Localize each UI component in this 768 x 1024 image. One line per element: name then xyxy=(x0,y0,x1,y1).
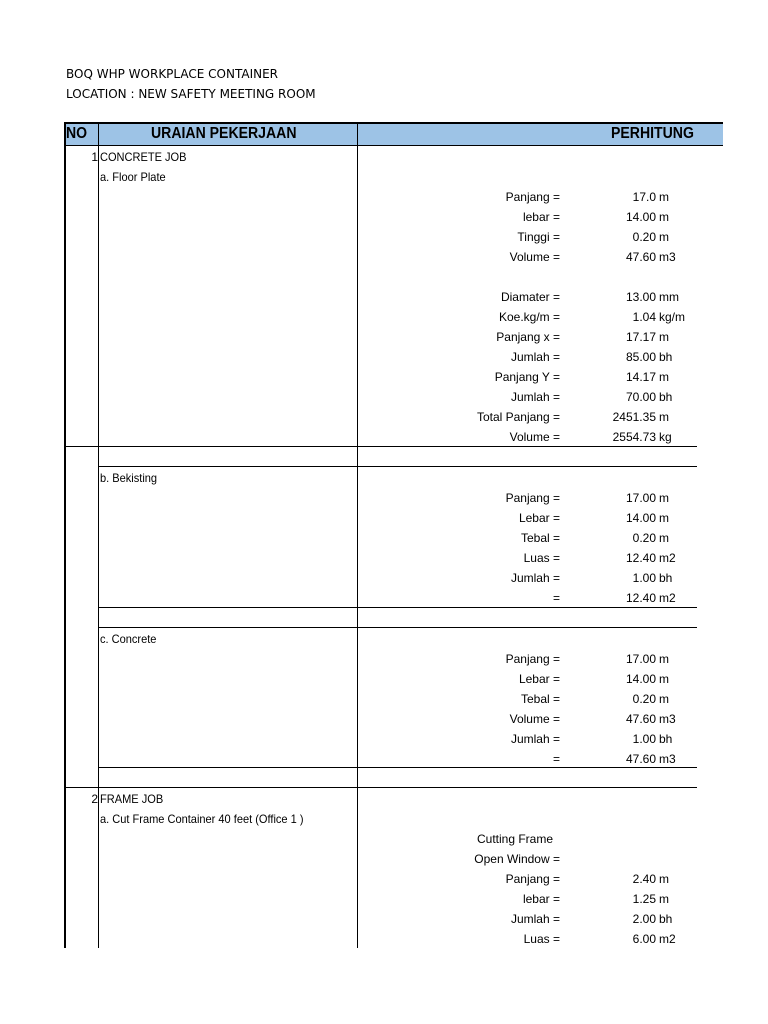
calc-value xyxy=(574,749,674,769)
header-uraian: URAIAN PEKERJAAN xyxy=(151,125,297,142)
calc-unit: mm xyxy=(659,290,679,304)
calc-label: Volume = xyxy=(509,430,560,444)
calc-unit: m2 xyxy=(659,591,676,605)
table-divider-no xyxy=(98,122,99,948)
calc-label: lebar = xyxy=(522,892,560,906)
calc-unit: m xyxy=(659,511,669,525)
calc-label: Lebar = xyxy=(518,672,560,686)
calc-value xyxy=(574,869,674,889)
calc-unit: m xyxy=(659,892,669,906)
calc-number: 47.60 xyxy=(625,752,656,766)
calc-value xyxy=(574,327,674,347)
calc-unit: bh xyxy=(659,350,673,364)
calc-label: Tinggi = xyxy=(517,230,560,244)
calc-value xyxy=(574,287,679,307)
calc-value xyxy=(574,729,674,749)
row-divider xyxy=(98,767,697,768)
calc-value xyxy=(574,568,674,588)
calc-value xyxy=(574,909,674,929)
calc-number: 1.00 xyxy=(632,732,656,746)
calc-number: 13.00 xyxy=(625,290,656,304)
calc-value xyxy=(574,387,674,407)
calc-number: 0.20 xyxy=(632,692,656,706)
header-no: NO xyxy=(66,125,88,142)
calc-label: Tebal = xyxy=(520,531,560,545)
calc-unit: m xyxy=(659,672,669,686)
item-label: b. Bekisting xyxy=(100,471,158,485)
calc-unit: m xyxy=(659,692,669,706)
calc-value xyxy=(574,829,674,849)
calc-unit: m3 xyxy=(659,712,676,726)
calc-number: 47.60 xyxy=(625,250,656,264)
calc-unit: m xyxy=(659,370,669,384)
calc-number: 17.00 xyxy=(625,491,656,505)
calc-number: 17.17 xyxy=(625,330,656,344)
calc-value xyxy=(574,367,674,387)
calc-unit: m2 xyxy=(659,551,676,565)
calc-label: Volume = xyxy=(509,712,560,726)
calc-label: Jumlah = xyxy=(510,390,560,404)
calc-number: 1.00 xyxy=(632,571,656,585)
calc-value xyxy=(574,528,674,548)
calc-unit: bh xyxy=(659,571,673,585)
calc-value xyxy=(574,929,674,949)
calc-number: 0.20 xyxy=(632,531,656,545)
calc-number: 12.40 xyxy=(625,591,656,605)
section-number: 2 xyxy=(91,792,98,806)
row-divider xyxy=(66,787,697,788)
calc-label: Cutting Frame xyxy=(477,832,554,846)
row-divider xyxy=(98,627,697,628)
section-title: CONCRETE JOB xyxy=(100,150,187,164)
calc-label: Lebar = xyxy=(518,511,560,525)
calc-label: Panjang = xyxy=(505,491,560,505)
calc-label: Koe.kg/m = xyxy=(498,310,560,324)
calc-label: = xyxy=(552,591,560,605)
calc-unit: bh xyxy=(659,390,673,404)
calc-unit: m xyxy=(659,210,669,224)
section-number: 1 xyxy=(91,150,98,164)
calc-unit: m2 xyxy=(659,932,676,946)
calc-unit: m xyxy=(659,330,669,344)
calc-number: 1.04 xyxy=(632,310,656,324)
calc-label: Panjang = xyxy=(505,872,560,886)
location-label: LOCATION : NEW SAFETY MEETING ROOM xyxy=(66,87,316,101)
calc-unit: bh xyxy=(659,912,673,926)
calc-value xyxy=(574,247,674,267)
calc-label: Total Panjang = xyxy=(476,410,560,424)
calc-unit: bh xyxy=(659,732,673,746)
calc-number: 2.00 xyxy=(632,912,656,926)
calc-label: Jumlah = xyxy=(510,350,560,364)
header-divider xyxy=(357,122,358,146)
calc-number: 2554.73 xyxy=(612,430,656,444)
calc-label: Panjang = xyxy=(505,190,560,204)
calc-value xyxy=(574,588,674,608)
calc-number: 85.00 xyxy=(625,350,656,364)
calc-number: 14.00 xyxy=(625,210,656,224)
calc-unit: kg xyxy=(659,430,672,444)
calc-number: 1.25 xyxy=(632,892,656,906)
calc-value xyxy=(574,649,674,669)
calc-unit: m xyxy=(659,652,669,666)
calc-label: Panjang x = xyxy=(496,330,560,344)
calc-value xyxy=(574,488,674,508)
calc-number: 70.00 xyxy=(625,390,656,404)
calc-number: 14.00 xyxy=(625,672,656,686)
calc-unit: m3 xyxy=(659,752,676,766)
header-perhitungan: PERHITUNG xyxy=(611,125,694,142)
calc-label: Luas = xyxy=(523,551,560,565)
calc-value xyxy=(574,427,674,447)
calc-number: 14.00 xyxy=(625,511,656,525)
calc-label: Panjang = xyxy=(505,652,560,666)
calc-number: 14.17 xyxy=(625,370,656,384)
row-divider xyxy=(98,607,697,608)
calc-number: 12.40 xyxy=(625,551,656,565)
calc-number: 2451.35 xyxy=(612,410,656,424)
calc-label: lebar = xyxy=(522,210,560,224)
calc-unit: m xyxy=(659,531,669,545)
item-label: a. Floor Plate xyxy=(100,170,166,184)
calc-label: = xyxy=(552,752,560,766)
calc-number: 2.40 xyxy=(632,872,656,886)
calc-unit: m xyxy=(659,230,669,244)
table-divider-uraian xyxy=(357,122,358,948)
row-divider xyxy=(98,466,697,467)
calc-unit: m xyxy=(659,410,669,424)
calc-label: Jumlah = xyxy=(510,571,560,585)
calc-unit: m xyxy=(659,491,669,505)
calc-value xyxy=(574,307,686,327)
calc-label: Jumlah = xyxy=(510,732,560,746)
calc-label: Luas = xyxy=(523,932,560,946)
calc-value xyxy=(574,849,674,869)
calc-number: 17.0 xyxy=(632,190,656,204)
calc-label: Jumlah = xyxy=(510,912,560,926)
calc-value xyxy=(574,207,674,227)
calc-label: Diamater = xyxy=(500,290,560,304)
calc-label: Tebal = xyxy=(520,692,560,706)
calc-number: 47.60 xyxy=(625,712,656,726)
calc-label: Panjang Y = xyxy=(494,370,560,384)
calc-value xyxy=(574,548,674,568)
calc-number: 6.00 xyxy=(632,932,656,946)
calc-label: Open Window = xyxy=(474,852,560,866)
section-title: FRAME JOB xyxy=(100,792,164,806)
calc-unit: m3 xyxy=(659,250,676,264)
calc-unit: kg/m xyxy=(659,310,686,324)
calc-number: 17.00 xyxy=(625,652,656,666)
item-label: c. Concrete xyxy=(100,632,157,646)
item-label: a. Cut Frame Container 40 feet (Office 1 ) xyxy=(100,812,304,826)
calc-value xyxy=(574,669,674,689)
table-left-border xyxy=(64,122,66,948)
calc-unit: m xyxy=(659,190,669,204)
calc-value xyxy=(574,689,674,709)
calc-unit: m xyxy=(659,872,669,886)
calc-label: Volume = xyxy=(509,250,560,264)
calc-number: 0.20 xyxy=(632,230,656,244)
document-title: BOQ WHP WORKPLACE CONTAINER xyxy=(66,67,278,81)
calc-value xyxy=(574,508,674,528)
calc-value xyxy=(574,889,674,909)
calc-value xyxy=(574,709,674,729)
calc-value xyxy=(574,347,674,367)
calc-value xyxy=(574,227,674,247)
calc-value xyxy=(574,187,674,207)
row-divider xyxy=(66,446,697,447)
calc-value xyxy=(574,407,674,427)
